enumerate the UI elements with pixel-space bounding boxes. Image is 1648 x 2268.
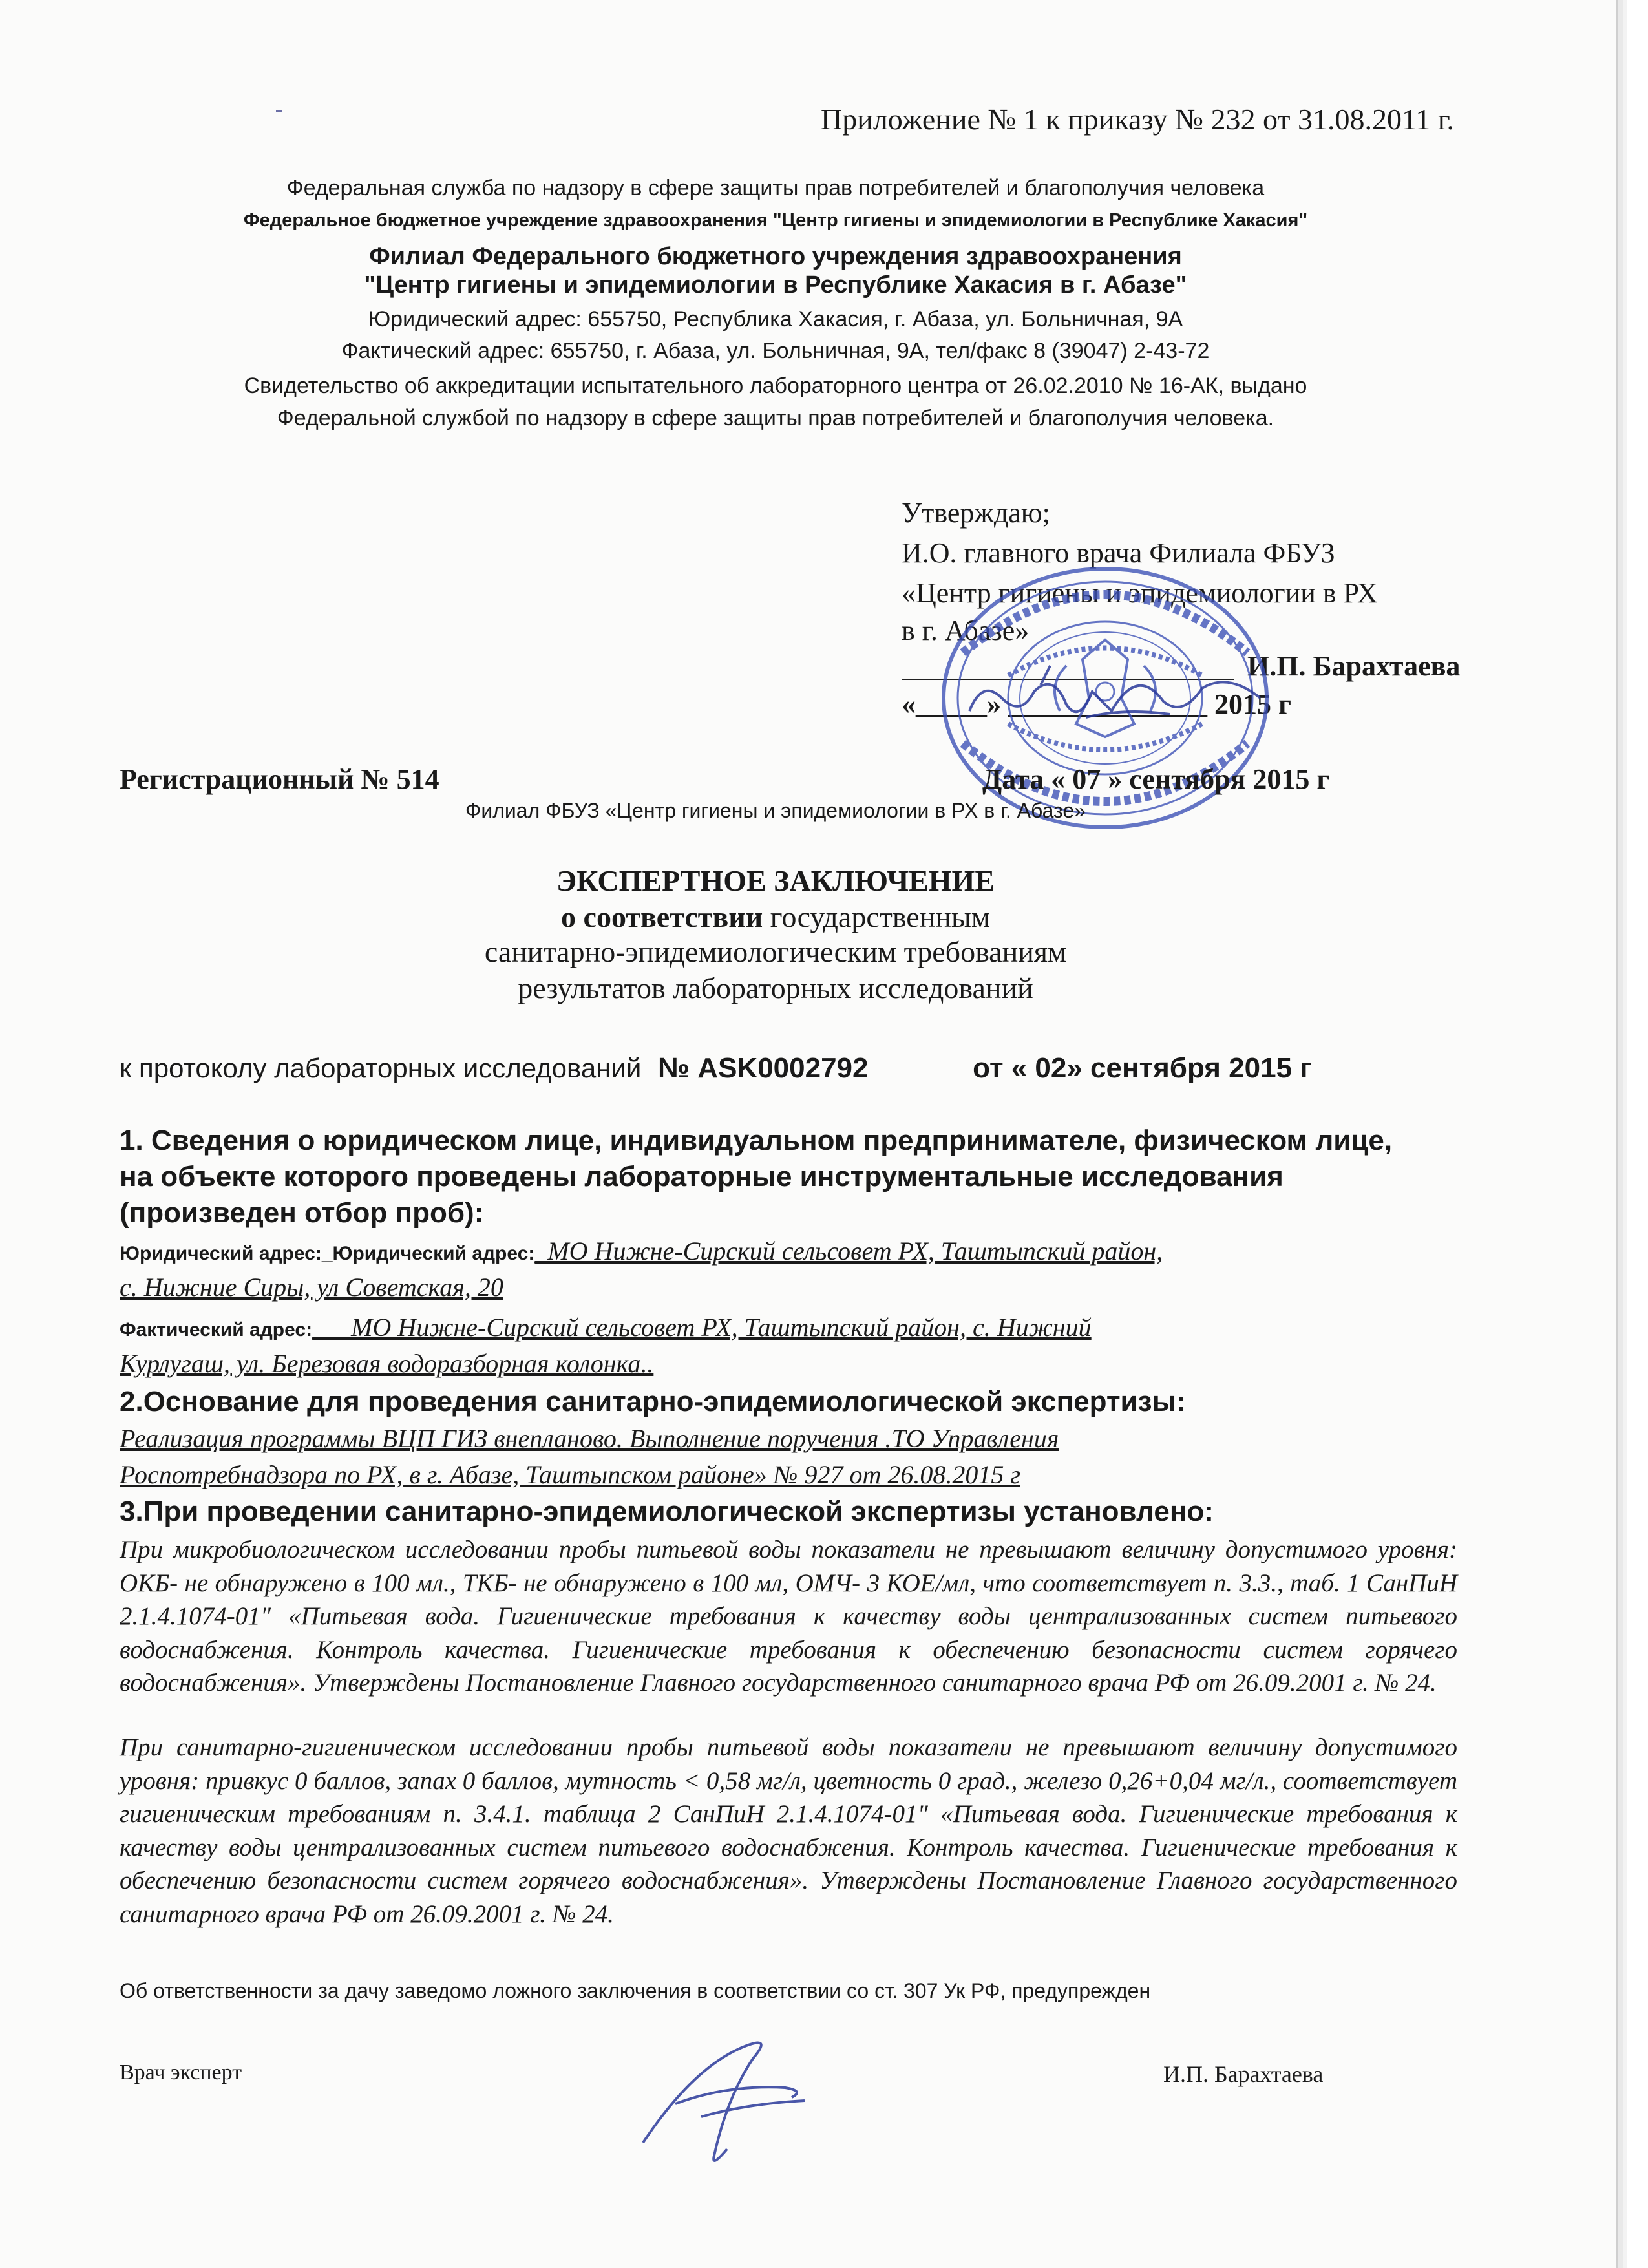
footer-name: И.П. Барахтаева bbox=[1163, 2061, 1324, 2087]
header-actual-address: Фактический адрес: 655750, г. Абаза, ул. Больничная, 9А, тел/факс 8 (39047) 2-43-72 bbox=[341, 339, 1210, 363]
header-accreditation-line1: Свидетельство об аккредитации испытательного лабораторного центра от 26.02.2010 № 16-АК, выдано bbox=[244, 374, 1307, 398]
actual-address-value-1: ___МО Нижне-Сирский сельсовет РХ, Таштыпский район, с. Нижний bbox=[312, 1313, 1092, 1342]
legal-address-value-2: с. Нижние Сиры, ул Советская, 20 bbox=[120, 1273, 503, 1302]
approval-line3: «Центр гигиены и эпидемиологии в РХ bbox=[902, 577, 1378, 609]
legal-address-label: Юридический адрес:_Юридический адрес: bbox=[120, 1243, 535, 1264]
actual-address-value-2: Курлугаш, ул. Березовая водоразборная колонка.. bbox=[120, 1349, 654, 1378]
approval-line4: в г. Абазе» bbox=[902, 615, 1030, 646]
legal-address-line1 bbox=[120, 1236, 1163, 1266]
protocol-number: № ASK0002792 bbox=[658, 1052, 869, 1084]
approval-line1: Утверждаю; bbox=[902, 497, 1050, 529]
header-institution: Федеральное бюджетное учреждение здравоохранения "Центр гигиены и эпидемиологии в Республике Хакасия" bbox=[243, 210, 1308, 231]
approval-name: И.П. Барахтаева bbox=[1247, 650, 1461, 682]
subtitle-rest-part: государственным bbox=[763, 900, 990, 933]
section1-heading-line2: на объекте которого проведены лабораторные инструментальные исследования bbox=[120, 1161, 1284, 1192]
registration-number: Регистрационный № 514 bbox=[120, 763, 439, 795]
approval-line2: И.О. главного врача Филиала ФБУЗ bbox=[902, 537, 1335, 569]
footer-role: Врач эксперт bbox=[120, 2061, 242, 2084]
legal-address-value-1: _МО Нижне-Сирский сельсовет РХ, Таштыпский район, bbox=[534, 1236, 1163, 1266]
actual-address-line1 bbox=[120, 1312, 1092, 1342]
section3-paragraph-sanitary: При санитарно-гигиеническом исследовании пробы питьевой воды показатели не превышают величину допустимого уровня: привкус 0 баллов, запах 0 баллов, мутность < 0,58 мг/л, цветность 0 град., железо 0,26+0,04 мг/л., соответствует гигиеническим требованиям п. 3.4.1. таблица 2 СанПиН 2.1.4.1074-01" «Питьевая вода. Гигиенические требования к качеству воды централизованных систем питьевого водоснабжения. Контроль качества. Гигиенические требования к обеспечению безопасности систем горячего водоснабжения». Утверждены Постановление Главного государственного санитарного врача РФ от 26.09.2001 г. № 24. bbox=[120, 1733, 1457, 1928]
protocol-prefix: к протоколу лабораторных исследований bbox=[120, 1053, 642, 1083]
header-branch-line2: "Центр гигиены и эпидемиологии в Республике Хакасия в г. Абазе" bbox=[364, 271, 1187, 299]
conclusion-title: ЭКСПЕРТНОЕ ЗАКЛЮЧЕНИЕ bbox=[556, 864, 995, 897]
header-legal-address: Юридический адрес: 655750, Республика Хакасия, г. Абаза, ул. Больничная, 9А bbox=[368, 307, 1183, 332]
section3-heading: 3.При проведении санитарно-эпидемиологической экспертизы установлено: bbox=[120, 1496, 1214, 1527]
section2-heading: 2.Основание для проведения санитарно-эпидемиологической экспертизы: bbox=[120, 1386, 1186, 1417]
appendix-note: Приложение № 1 к приказу № 232 от 31.08.2011 г. bbox=[821, 103, 1454, 136]
liability-note: Об ответственности за дачу заведомо ложного заключения в соответствии со ст. 307 Ук РФ, предупрежден bbox=[120, 1979, 1151, 2002]
conclusion-subtitle-line3: санитарно-эпидемиологическим требованиям bbox=[484, 935, 1067, 968]
section3-paragraph-microbiology: При микробиологическом исследовании пробы питьевой воды показатели не превышают величину допустимого уровня: ОКБ- не обнаружено в 100 мл., ТКБ- не обнаружено в 100 мл, ОМЧ- 3 КОЕ/мл, что соответствует п. 3.3., таб. 1 СанПиН 2.1.4.1074-01" «Питьевая вода. Гигиенические требования к качеству воды централизованных систем питьевого водоснабжения. Контроль качества. Гигиенические требования к обеспечению безопасности систем горячего водоснабжения». Утверждены Постановление Главного государственного санитарного врача РФ от 26.09.2001 г. № 24. bbox=[120, 1536, 1457, 1697]
conclusion-subtitle-line4: результатов лабораторных исследований bbox=[518, 971, 1033, 1004]
registration-date: Дата « 07 » сентября 2015 г bbox=[982, 763, 1330, 795]
subtitle-bold-part: о соответствии bbox=[561, 900, 763, 933]
protocol-date: от « 02» сентября 2015 г bbox=[973, 1052, 1312, 1084]
ink-speck bbox=[276, 110, 282, 112]
protocol-line bbox=[120, 1052, 1312, 1085]
actual-address-label: Фактический адрес: bbox=[120, 1319, 313, 1341]
section2-text-line2: Роспотребнадзора по РХ, в г. Абазе, Таштыпском районе» № 927 от 26.08.2015 г bbox=[120, 1460, 1020, 1489]
section2-text-line1: Реализация программы ВЦП ГИЗ внепланово. Выполнение поручения .ТО Управления bbox=[120, 1424, 1059, 1453]
conclusion-subtitle-line2 bbox=[97, 900, 1454, 934]
header-accreditation-line2: Федеральной службой по надзору в сфере защиты прав потребителей и благополучия человека. bbox=[277, 406, 1274, 430]
header-service: Федеральная служба по надзору в сфере защиты прав потребителей и благополучия человека bbox=[286, 176, 1265, 200]
header-branch-line1: Филиал Федерального бюджетного учреждения здравоохранения bbox=[369, 243, 1182, 270]
approval-signature bbox=[956, 653, 1293, 737]
expert-signature bbox=[637, 2026, 818, 2175]
section1-heading-line3: (произведен отбор проб): bbox=[120, 1197, 484, 1229]
approval-date: «_____» ______________ 2015 г bbox=[902, 688, 1291, 720]
registration-org-label: Филиал ФБУЗ «Центр гигиены и эпидемиологии в РХ в г. Абазе» bbox=[465, 799, 1086, 822]
section1-heading-line1: 1. Сведения о юридическом лице, индивидуальном предпринимателе, физическом лице, bbox=[120, 1125, 1393, 1156]
